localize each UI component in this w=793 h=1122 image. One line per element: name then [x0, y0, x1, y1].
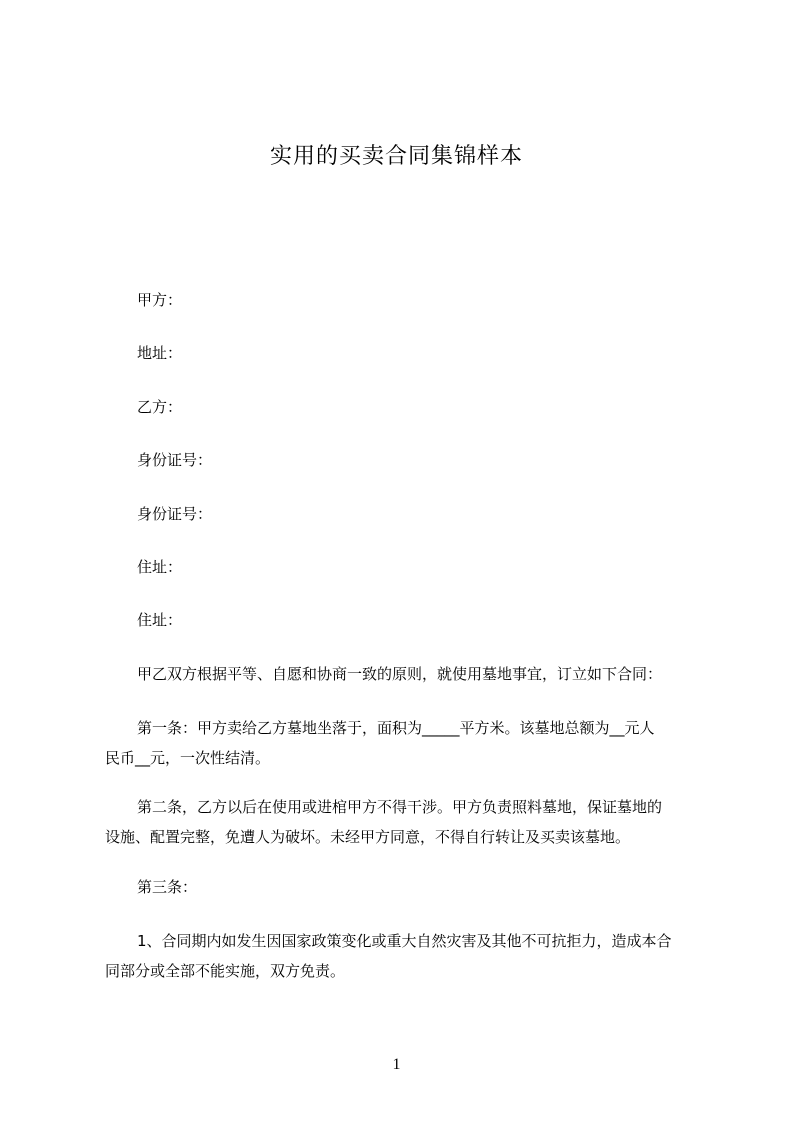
party-a-address-field: 地址：	[137, 344, 183, 362]
party-a-field: 甲方：	[137, 291, 183, 309]
article-3-heading: 第三条：	[137, 878, 198, 896]
article-3-item-1-line-2: 同部分或全部不能实施，双方免责。	[105, 962, 346, 980]
id-number-field-1: 身份证号：	[137, 451, 213, 469]
document-title: 实用的买卖合同集锦样本	[269, 144, 523, 169]
article-1-paragraph	[105, 721, 705, 766]
intro-paragraph: 甲乙双方根据平等、自愿和协商一致的原则，就使用墓地事宜，订立如下合同：	[137, 665, 663, 683]
residence-field-1: 住址：	[137, 558, 183, 576]
id-number-field-2: 身份证号：	[137, 505, 213, 523]
article-1-line-1: 第一条：甲方卖给乙方墓地坐落于，面积为_____平方米。该墓地总额为__元人	[137, 719, 655, 737]
article-1-line-2: 民币__元，一次性结清。	[105, 749, 271, 767]
article-2-line-2: 设施、配置完整，免遭人为破坏。未经甲方同意，不得自行转让及买卖该墓地。	[105, 828, 631, 846]
residence-field-2: 住址：	[137, 611, 183, 629]
article-3-item-1-line-1: 1、合同期内如发生因国家政策变化或重大自然灾害及其他不可抗拒力，造成本合	[137, 932, 672, 950]
article-2-line-1: 第二条，乙方以后在使用或进棺甲方不得干涉。甲方负责照料墓地，保证墓地的	[137, 798, 663, 816]
page-number: 1	[392, 1056, 401, 1073]
party-b-field: 乙方：	[137, 398, 183, 416]
article-3-item-1	[105, 934, 705, 979]
article-2-paragraph	[105, 800, 705, 845]
